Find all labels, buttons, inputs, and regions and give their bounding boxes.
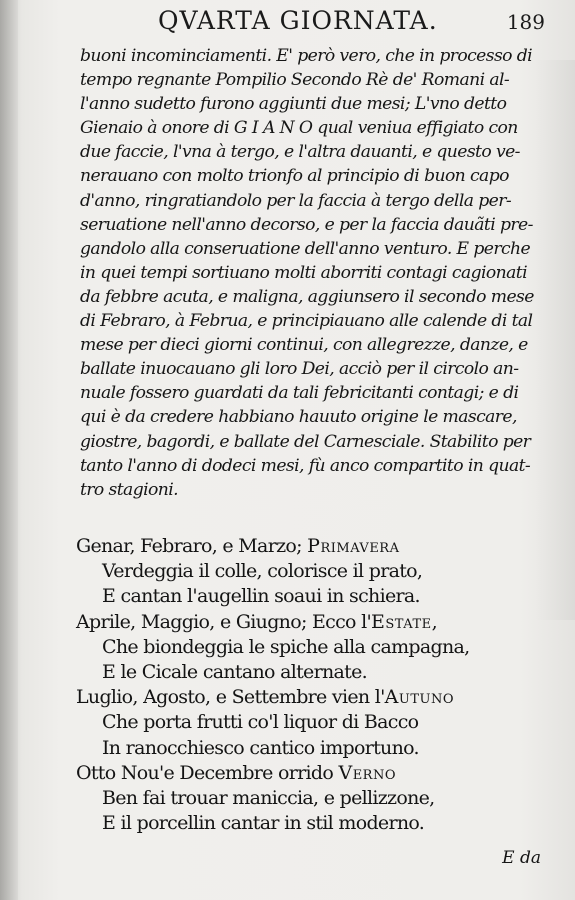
verse-text: Aprile, Maggio, e Giugno; Ecco l' [76, 610, 372, 633]
page-number: 189 [506, 10, 545, 34]
prose-line: da febbre acuta, e maligna, aggiunsero il secondo mese [80, 286, 534, 307]
verse-text: E le Cicale cantano alternate. [102, 660, 367, 683]
verse-line [76, 811, 556, 836]
prose-line: seruatione nell'anno decorso, e per la faccia dauãti pre- [80, 214, 533, 235]
season-name: Estate, [371, 610, 439, 633]
prose-line: tanto l'anno di dodeci mesi, fù anco compartito in quat- [80, 455, 531, 476]
prose-line: Gienaio à onore di G I A N O qual veniua effigiato con [80, 118, 518, 139]
prose-line: tempo regnante Pompilio Secondo Rè de' Romani al- [80, 70, 510, 91]
prose-line: mese per dieci giorni continui, con allegrezze, danze, e [80, 335, 528, 356]
running-head: QVARTA GIORNATA. [158, 6, 438, 35]
season-name: Primavera [307, 535, 400, 557]
verse-line [76, 534, 556, 559]
prose-line: l'anno sudetto furono aggiunti due mesi; L'vno detto [80, 94, 507, 115]
verse-line [76, 559, 556, 584]
verse-line [76, 710, 556, 735]
prose-line: in quei tempi sortiuano molti aborriti contagi cagionati [80, 262, 527, 283]
page-header [0, 4, 575, 38]
verse-text: Che biondeggia le spiche alla campagna, [102, 635, 470, 658]
season-name: Autuno [384, 686, 454, 709]
verse-text: Otto Nou'e Decembre orrido [76, 761, 339, 784]
verse-text: In ranocchiesco cantico importuno. [102, 736, 419, 759]
prose-line: giostre, bagordi, e ballate del Carnesciale. Stabilito per [80, 431, 531, 452]
verse-text: Genar, Febraro, e Marzo; [76, 535, 308, 557]
verse-line [76, 786, 556, 811]
verse-line [76, 761, 556, 786]
gutter-shadow [0, 0, 18, 900]
verse-line [76, 685, 556, 710]
prose-line: di Febraro, à Februa, e principiauano alle calende di tal [80, 311, 533, 332]
prose-line: tro stagioni. [80, 479, 178, 500]
season-name: Verno [338, 761, 397, 784]
prose-line: due faccie, l'vna à tergo, e l'altra dauanti, e questo ve- [80, 142, 520, 163]
prose-line: ballate inuocauano gli loro Dei, acciò per il circolo an- [80, 359, 519, 380]
verse-text: Luglio, Agosto, e Settembre vien l' [76, 686, 385, 709]
prose-line: qui è da credere habbiano hauuto origine le mascare, [80, 407, 517, 428]
verse-text: Ben fai trouar maniccia, e pellizzone, [102, 786, 435, 809]
verse-text: Che porta frutti co'l liquor di Bacco [102, 711, 419, 734]
verse-text: E cantan l'augellin soaui in schiera. [102, 585, 420, 608]
verse-text: E il porcellin cantar in stil moderno. [102, 812, 425, 835]
prose-line: gandolo alla conseruatione dell'anno venturo. E perche [80, 238, 531, 259]
prose-line: nerauano con molto trionfo al principio di buon capo [80, 166, 509, 187]
prose-line: d'anno, ringratiandolo per la faccia à tergo della per- [80, 190, 512, 211]
verse-block [76, 534, 556, 836]
verse-line [76, 660, 556, 685]
prose-block [80, 44, 550, 502]
verse-line [76, 610, 556, 635]
prose-line: nuale fossero guardati da tali febricitanti contagi; e di [80, 383, 519, 404]
verse-line [76, 736, 556, 761]
prose-line: buoni incominciamenti. E' però vero, che in processo di [80, 46, 533, 66]
verse-text: Verdeggia il colle, colorisce il prato, [102, 560, 423, 583]
verse-line [76, 635, 556, 660]
verse-line [76, 584, 556, 609]
catchword: E da [502, 848, 541, 868]
